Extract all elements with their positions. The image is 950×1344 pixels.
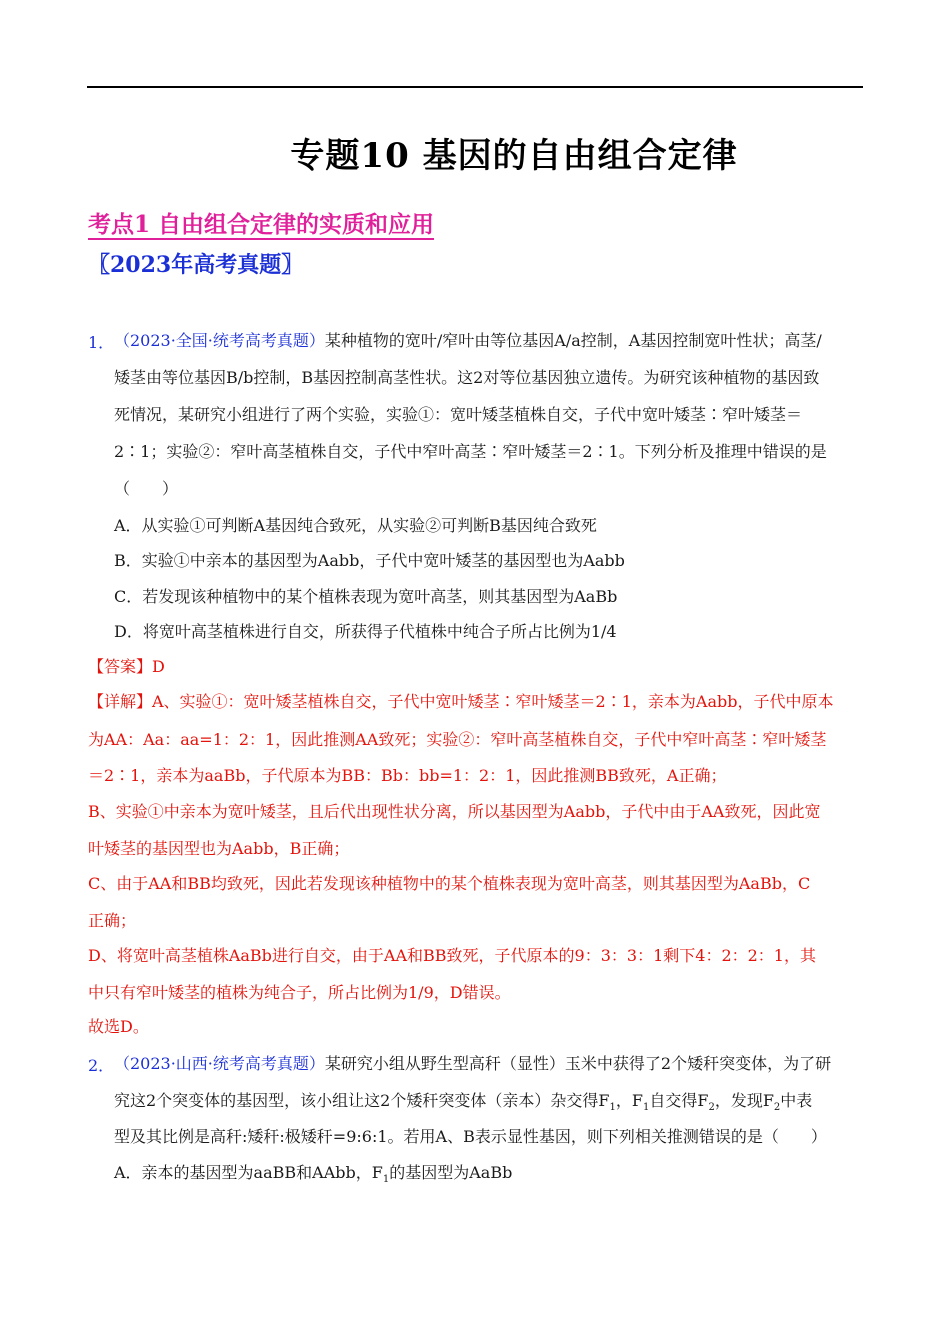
section-heading [88, 206, 464, 239]
question-1-option-c: C．若发现该种植物中的某个植株表现为宽叶高茎，则其基因型为AaBb [114, 587, 618, 606]
question-1-stem-text-1: 某种植物的宽叶/窄叶由等位基因A/a控制，A基因控制宽叶性状；高茎/ [324, 331, 822, 350]
question-2-number: 2． [88, 1056, 115, 1075]
question-1-stem-line-3: 死情况，某研究小组进行了两个实验，实验①：宽叶矮茎植株自交，子代中宽叶矮茎∶窄叶矮茎＝ [114, 405, 803, 424]
question-2-stem-text-2b: ，F [615, 1091, 643, 1110]
question-2-stem-line-2 [114, 1090, 812, 1119]
subscript-1: 1 [382, 1174, 390, 1186]
question-1-stem-line-1 [114, 330, 822, 352]
question-1-option-d: D．将宽叶高茎植株进行自交，所获得子代植株中纯合子所占比例为1/4 [114, 622, 617, 641]
subscript-1: 1 [609, 1102, 616, 1114]
question-2-stem-text-2a: 究这2个突变体的基因型，该小组让这2个矮秆突变体（亲本）杂交得F [114, 1091, 610, 1110]
question-1-explain-line-8: D、将宽叶高茎植株AaBb进行自交，由于AA和BB致死，子代原本的9：3：3：1剩下4：2：2：1，其 [88, 946, 816, 965]
subscript-2: 2 [773, 1102, 781, 1114]
subscript-1: 1 [642, 1102, 650, 1114]
section-heading-text: 考点1 自由组合定律的实质和应用 [88, 211, 435, 238]
page-title: 专题10 基因的自由组合定律 [290, 136, 738, 176]
question-1-explain-line-2: 为AA：Aa：aa=1：2：1，因此推测AA致死；实验②：窄叶高茎植株自交，子代中窄叶高茎∶窄叶矮茎 [88, 730, 827, 749]
question-1-explain-line-3: ＝2∶1，亲本为aaBb，子代原本为BB：Bb：bb=1：2：1，因此推测BB致死，A正确； [88, 766, 727, 785]
question-2-stem-line-3: 型及其比例是高秆:矮秆:极矮秆=9:6:1。若用A、B表示显性基因，则下列相关推测错误的是（ ） [114, 1127, 827, 1146]
question-1-source: （2023·全国·统考高考真题） [114, 331, 325, 350]
year-heading: 〖2023年高考真题〗 [88, 252, 304, 278]
question-1-stem-line-4: 2∶1；实验②：窄叶高茎植株自交，子代中窄叶高茎∶窄叶矮茎＝2∶1。下列分析及推理中错误的是 [114, 442, 827, 461]
question-1-explain-line-6: C、由于AA和BB均致死，因此若发现该种植物中的某个植株表现为宽叶高茎，则其基因型为AaBb，C [88, 874, 811, 893]
question-1-stem-line-2: 矮茎由等位基因B/b控制，B基因控制高茎性状。这2对等位基因独立遗传。为研究该种植物的基因致 [114, 368, 820, 387]
question-2-option-a-text-end: 的基因型为AaBb [389, 1163, 513, 1182]
question-1-option-b: B．实验①中亲本的基因型为Aabb，子代中宽叶矮茎的基因型也为Aabb [114, 551, 625, 570]
question-2-stem-text-1: 某研究小组从野生型高秆（显性）玉米中获得了2个矮秆突变体，为了研 [324, 1054, 832, 1073]
question-2-stem-text-2c: 自交得F [649, 1091, 709, 1110]
question-2-option-a [114, 1162, 512, 1191]
question-1-explain-line-4: B、实验①中亲本为宽叶矮茎，且后代出现性状分离，所以基因型为Aabb，子代中由于AA致死，因此宽 [88, 802, 821, 821]
question-1-explain-line-9: 中只有窄叶矮茎的植株为纯合子，所占比例为1/9，D错误。 [88, 983, 511, 1002]
question-2-stem-text-2d: ，发现F [714, 1091, 774, 1110]
question-1-explain-line-5: 叶矮茎的基因型也为Aabb，B正确； [88, 839, 350, 858]
question-2-source: （2023·山西·统考高考真题） [114, 1054, 325, 1073]
question-2-stem-line-1 [114, 1053, 831, 1075]
question-1-answer: 【答案】D [88, 657, 165, 676]
question-2-option-a-text: A．亲本的基因型为aaBB和AAbb，F [114, 1163, 383, 1182]
question-1-number: 1． [88, 333, 115, 352]
header-rule [87, 86, 863, 88]
question-1-explain-line-7: 正确； [88, 911, 137, 930]
question-1-explain-line-1: 【详解】A、实验①：宽叶矮茎植株自交，子代中宽叶矮茎∶窄叶矮茎＝2∶1，亲本为Aabb，子代中原本 [88, 692, 834, 711]
question-1-stem-line-5: （ ） [114, 479, 179, 498]
subscript-2: 2 [708, 1102, 715, 1114]
question-2-stem-text-2e: 中表 [780, 1091, 813, 1110]
question-1-option-a: A．从实验①可判断A基因纯合致死，从实验②可判断B基因纯合致死 [114, 516, 597, 535]
question-1-conclusion: 故选D。 [88, 1017, 149, 1036]
